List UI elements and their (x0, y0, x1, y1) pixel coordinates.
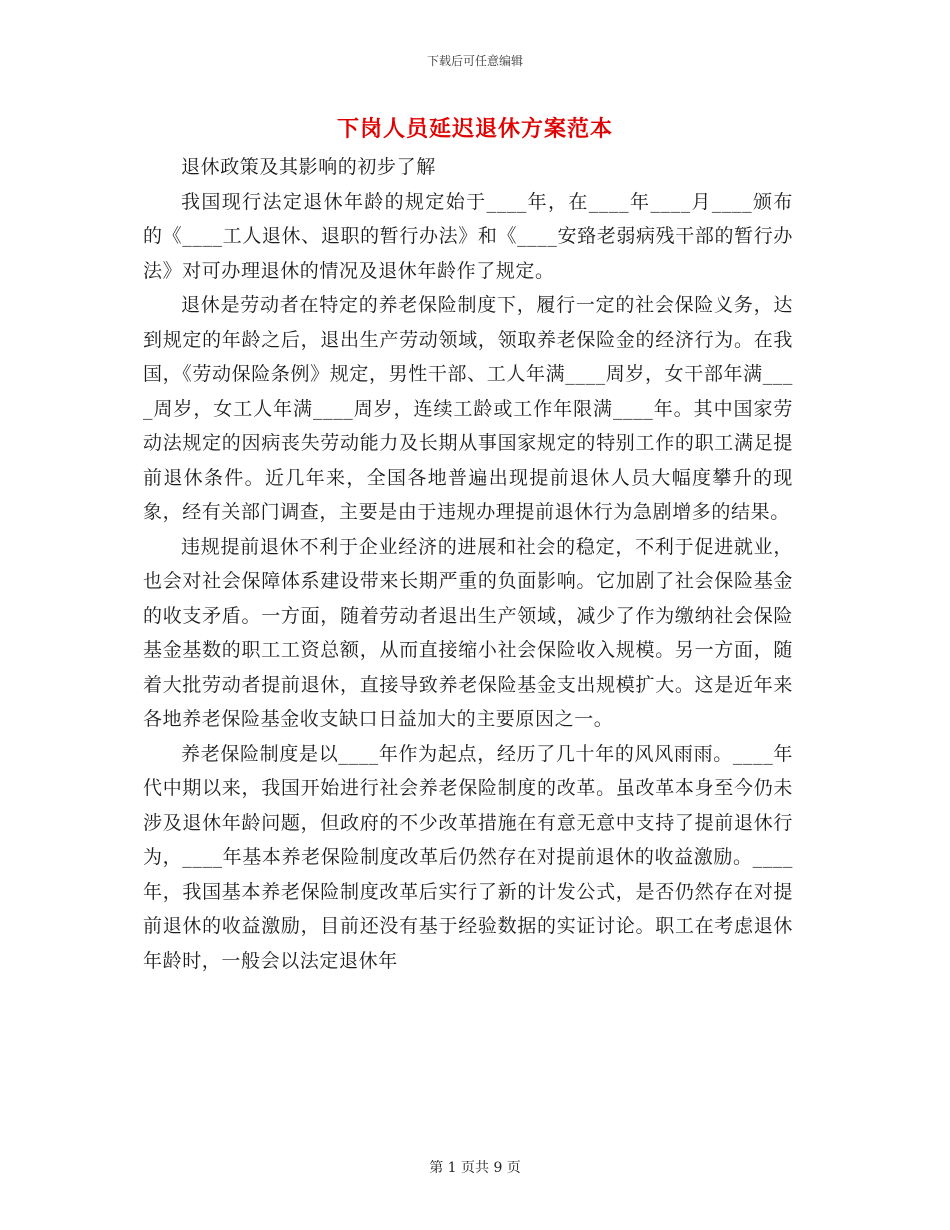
header-note: 下载后可任意编辑 (426, 54, 523, 68)
paragraph: 违规提前退休不利于企业经济的进展和社会的稳定，不利于促进就业，也会对社会保障体系建设带来长期严重的负面影响。它加剧了社会保险基金的收支矛盾。一方面，随着劳动者退出生产领域，减少了作为缴纳社会保险基金基数的职工工资总额，从而直接缩小社会保险收入规模。另一方面，随着大批劳动者提前退休，直接导致养老保险基金支出规模扩大。这是近年来各地养老保险基金收支缺口日益加大的主要原因之一。 (143, 535, 793, 730)
paragraph-section-heading: 退休政策及其影响的初步了解 (181, 156, 436, 178)
document-title: 下岗人员延迟退休方案范本 (336, 116, 613, 142)
document-body (143, 150, 793, 978)
paragraph: 养老保险制度是以____年作为起点，经历了几十年的风风雨雨。____年代中期以来，我国开始进行社会养老保险制度的改革。虽改革本身至今仍未涉及退休年龄问题，但政府的不少改革措施在有意无意中支持了提前退休行为，____年基本养老保险制度改革后仍然存在对提前退休的收益激励。____年，我国基本养老保险制度改革后实行了新的计发公式，是否仍然存在对提前退休的收益激励，目前还没有基于经验数据的实证讨论。职工在考虑退休年龄时，一般会以法定退休年 (143, 742, 793, 972)
page-number: 第 1 页共 9 页 (429, 1160, 521, 1176)
paragraph: 我国现行法定退休年龄的规定始于____年，在____年____月____颁布的《____工人退休、退职的暂行办法》和《____安臵老弱病残干部的暂行办法》对可办理退休的情况及退休年龄作了规定。 (143, 190, 793, 282)
paragraph: 退休是劳动者在特定的养老保险制度下，履行一定的社会保险义务，达到规定的年龄之后，退出生产劳动领域，领取养老保险金的经济行为。在我国，《劳动保险条例》规定，男性干部、工人年满____周岁，女干部年满____周岁，女工人年满____周岁，连续工龄或工作年限满____年。其中国家劳动法规定的因病丧失劳动能力及长期从事国家规定的特别工作的职工满足提前退休条件。近几年来，全国各地普遍出现提前退休人员大幅度攀升的现象，经有关部门调查，主要是由于违规办理提前退休行为急剧增多的结果。 (143, 294, 793, 523)
